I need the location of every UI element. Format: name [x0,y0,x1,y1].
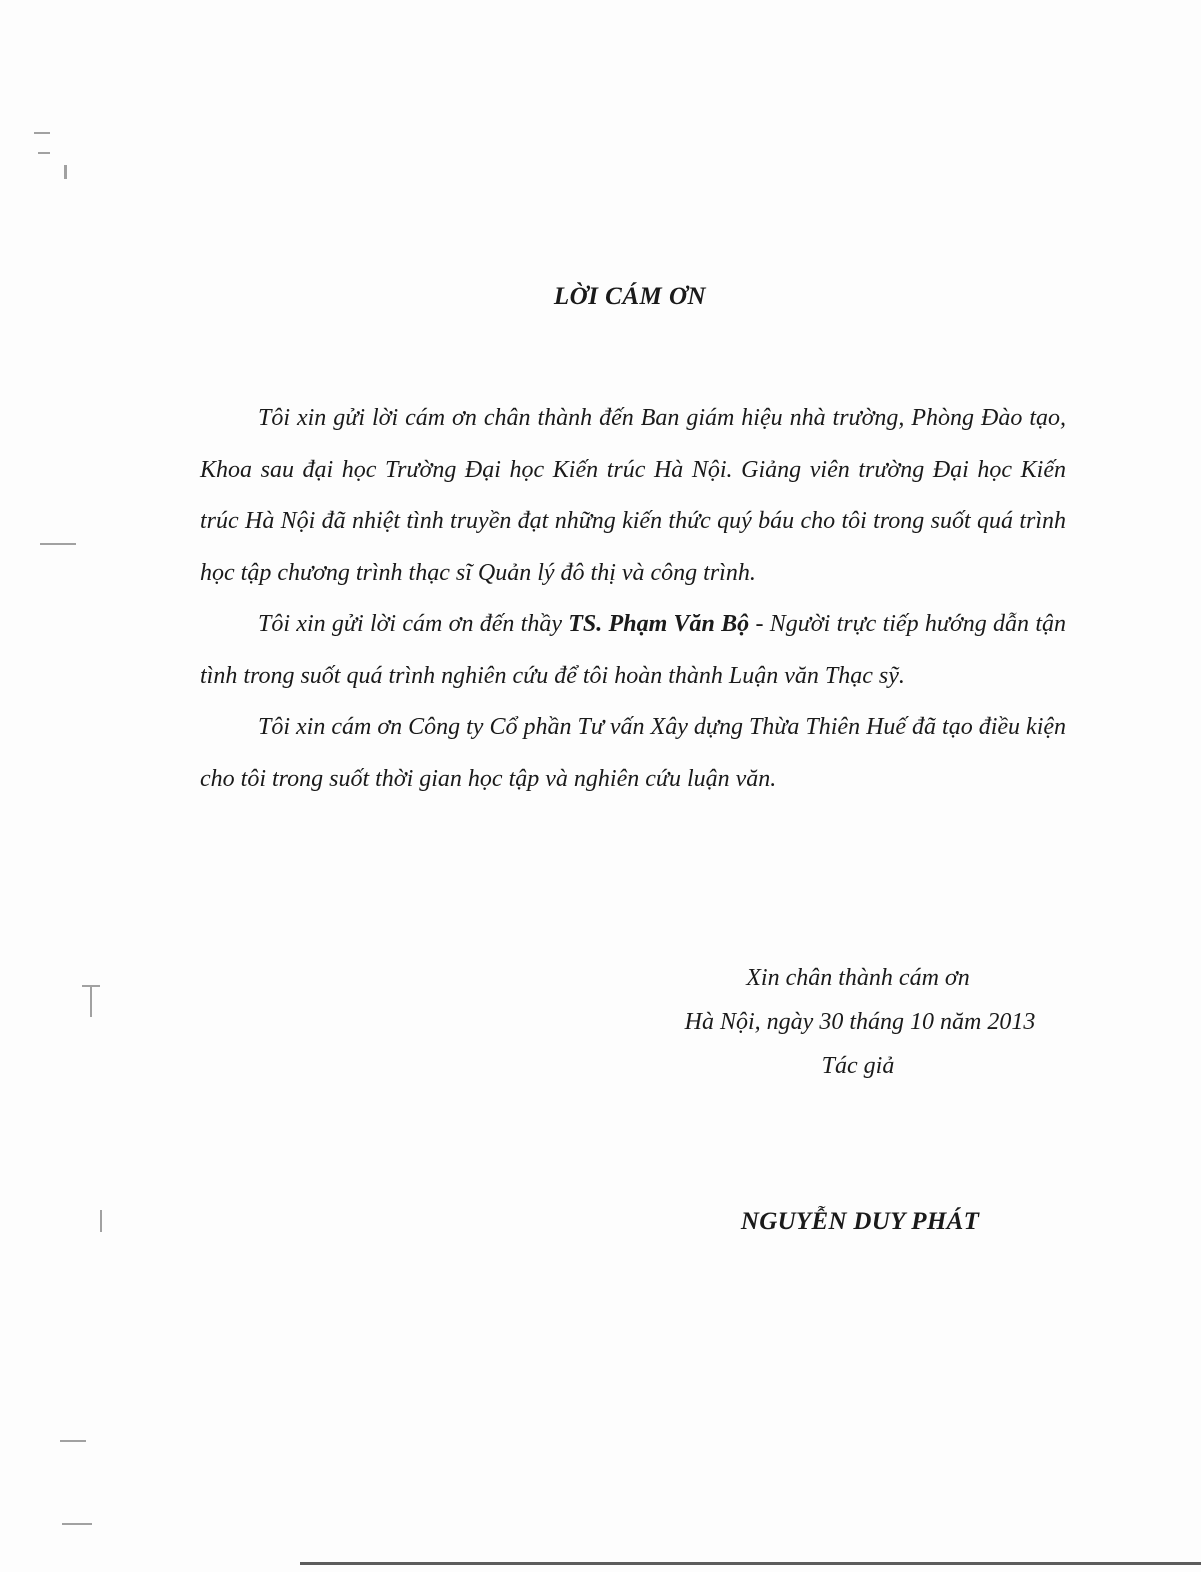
paragraph-3 [200,702,1066,805]
scan-artifact [40,543,76,545]
paragraph-1-text: Tôi xin gửi lời cám ơn chân thành đến Ban giám hiệu nhà trường, Phòng Đào tạo, Khoa sau đại học Trường Đại học Kiến trúc Hà Nội. Giảng viên trường Đại học Kiến trúc Hà Nội đã nhiệt tình truyền đạt những kiến thức quý báu cho tôi trong suốt quá trình học tập chương trình thạc sĩ Quản lý đô thị và công trình. [200,405,1066,586]
scan-artifact [34,132,50,134]
bottom-edge-line [300,1562,1201,1565]
page-title: LỜI CÁM ƠN [553,283,707,310]
paragraph-2-text-before: Tôi xin gửi lời cám ơn đến thầy [258,611,569,637]
paragraph-3-text: Tôi xin cám ơn Công ty Cổ phần Tư vấn Xây dựng Thừa Thiên Huế đã tạo điều kiện cho tôi trong suốt thời gian học tập và nghiên cứu luận văn. [200,714,1067,792]
place-and-date: Hà Nội, ngày 30 tháng 10 năm 2013 [684,1009,1036,1035]
author-role: Tác giả [821,1053,895,1079]
scan-artifact [100,1210,102,1232]
scan-artifact [62,1523,92,1525]
scan-artifact [90,987,92,1017]
paragraph-2-text-after: - Người trực tiếp hướng dẫn tận tình trong suốt quá trình nghiên cứu để tôi hoàn thành Luận văn Thạc sỹ. [200,611,1066,689]
closing-thanks: Xin chân thành cám ơn [746,965,970,991]
acknowledgement-body [200,393,1066,805]
paragraph-1 [200,393,1066,599]
paragraph-2 [200,599,1066,702]
scan-artifact [38,152,50,154]
advisor-name: TS. Phạm Văn Bộ [568,611,750,637]
scan-artifact [64,165,67,179]
scan-artifact [60,1440,86,1442]
author-name: NGUYỄN DUY PHÁT [740,1208,980,1235]
